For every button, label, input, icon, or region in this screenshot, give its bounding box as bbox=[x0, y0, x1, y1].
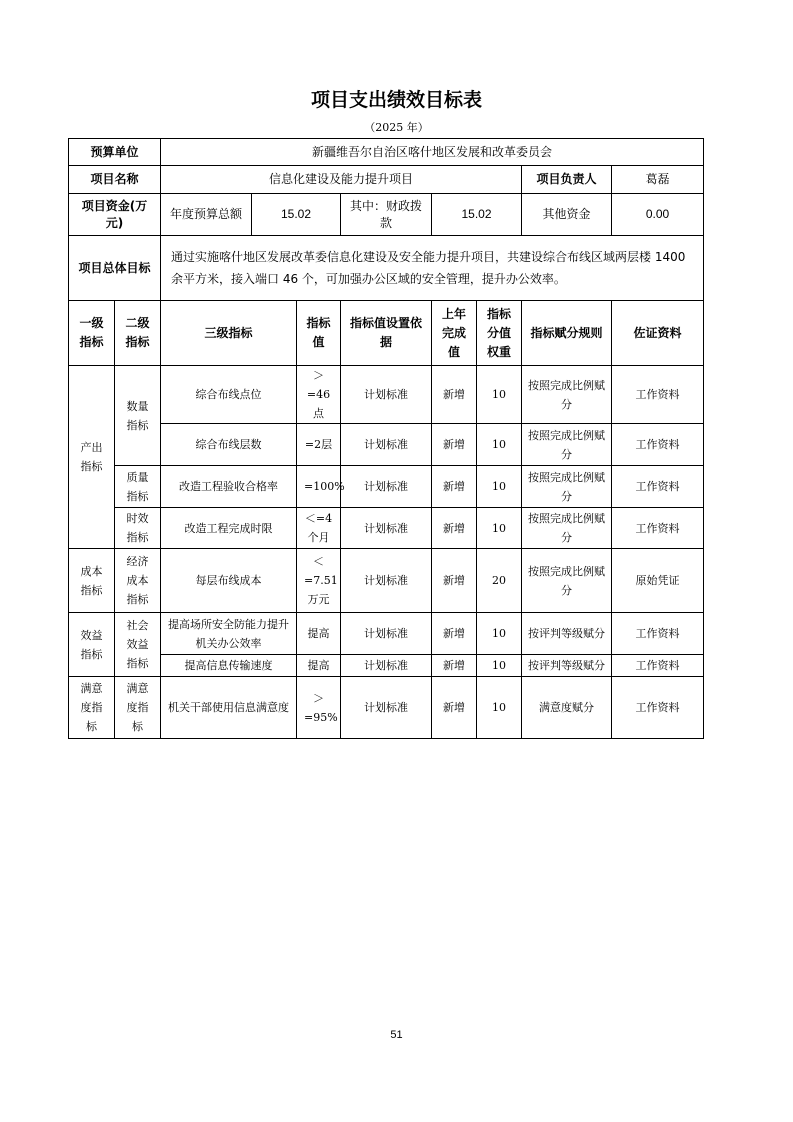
project-goal-label: 项目总体目标 bbox=[69, 236, 161, 301]
indicator-value-cell: =2层 bbox=[297, 424, 341, 466]
level2-cell: 质量指标 bbox=[115, 466, 161, 508]
year-note: （2025 年） bbox=[364, 121, 429, 134]
indicator-value-cell: 提高 bbox=[297, 655, 341, 677]
weight-cell: 10 bbox=[477, 508, 522, 549]
last-year-cell: 新增 bbox=[432, 613, 477, 655]
level2-cell: 经济成本指标 bbox=[115, 549, 161, 613]
indicator-row bbox=[69, 549, 704, 613]
evidence-cell: 工作资料 bbox=[612, 655, 704, 677]
level3-cell: 提高场所安全防能力提升机关办公效率 bbox=[161, 613, 297, 655]
level3-cell: 改造工程完成时限 bbox=[161, 508, 297, 549]
indicator-row bbox=[69, 424, 704, 466]
fiscal-funds-value: 15.02 bbox=[432, 194, 522, 236]
annual-budget-label: 年度预算总额 bbox=[161, 194, 252, 236]
header-basis: 指标值设置依据 bbox=[341, 301, 432, 366]
indicator-row bbox=[69, 466, 704, 508]
level1-cell: 产出指标 bbox=[69, 366, 115, 549]
project-name-value: 信息化建设及能力提升项目 bbox=[161, 166, 522, 194]
budget-unit-value: 新疆维吾尔自治区喀什地区发展和改革委员会 bbox=[161, 139, 704, 166]
fiscal-funds-label: 其中：财政拨款 bbox=[341, 194, 432, 236]
evidence-cell: 原始凭证 bbox=[612, 549, 704, 613]
header-last-year: 上年完成值 bbox=[432, 301, 477, 366]
last-year-cell: 新增 bbox=[432, 677, 477, 739]
header-rule: 指标赋分规则 bbox=[522, 301, 612, 366]
last-year-cell: 新增 bbox=[432, 366, 477, 424]
weight-cell: 10 bbox=[477, 655, 522, 677]
scoring-rule-cell: 按照完成比例赋分 bbox=[522, 424, 612, 466]
last-year-cell: 新增 bbox=[432, 466, 477, 508]
weight-cell: 10 bbox=[477, 466, 522, 508]
project-goal-text: 通过实施喀什地区发展改革委信息化建设及安全能力提升项目，共建设综合布线区域两层楼 1400 余平方米，接入端口 46 个，可加强办公区域的安全管理，提升办公效率。 bbox=[161, 236, 704, 301]
header-level1: 一级指标 bbox=[69, 301, 115, 366]
header-level3: 三级指标 bbox=[161, 301, 297, 366]
indicator-value-cell: =100% bbox=[297, 466, 341, 508]
evidence-cell: 工作资料 bbox=[612, 508, 704, 549]
last-year-cell: 新增 bbox=[432, 549, 477, 613]
performance-target-table bbox=[68, 138, 704, 739]
annual-budget-value: 15.02 bbox=[252, 194, 341, 236]
scoring-rule-cell: 满意度赋分 bbox=[522, 677, 612, 739]
weight-cell: 10 bbox=[477, 677, 522, 739]
indicator-row bbox=[69, 508, 704, 549]
basis-cell: 计划标准 bbox=[341, 549, 432, 613]
basis-cell: 计划标准 bbox=[341, 655, 432, 677]
scoring-rule-cell: 按照完成比例赋分 bbox=[522, 466, 612, 508]
evidence-cell: 工作资料 bbox=[612, 466, 704, 508]
level3-cell: 综合布线点位 bbox=[161, 366, 297, 424]
evidence-cell: 工作资料 bbox=[612, 613, 704, 655]
level1-cell: 效益指标 bbox=[69, 613, 115, 677]
scoring-rule-cell: 按照完成比例赋分 bbox=[522, 366, 612, 424]
level2-cell: 数量指标 bbox=[115, 366, 161, 466]
level3-cell: 综合布线层数 bbox=[161, 424, 297, 466]
project-funds-label: 项目资金(万元) bbox=[69, 194, 161, 236]
other-funds-label: 其他资金 bbox=[522, 194, 612, 236]
project-goal-row bbox=[69, 236, 704, 301]
weight-cell: 10 bbox=[477, 424, 522, 466]
header-level2: 二级指标 bbox=[115, 301, 161, 366]
level3-cell: 提高信息传输速度 bbox=[161, 655, 297, 677]
indicator-value-cell: 提高 bbox=[297, 613, 341, 655]
level3-cell: 机关干部使用信息满意度 bbox=[161, 677, 297, 739]
header-value: 指标值 bbox=[297, 301, 341, 366]
budget-unit-label: 预算单位 bbox=[69, 139, 161, 166]
evidence-cell: 工作资料 bbox=[612, 424, 704, 466]
scoring-rule-cell: 按评判等级赋分 bbox=[522, 613, 612, 655]
manager-value: 葛磊 bbox=[612, 166, 704, 194]
indicator-header-row bbox=[69, 301, 704, 366]
basis-cell: 计划标准 bbox=[341, 366, 432, 424]
last-year-cell: 新增 bbox=[432, 508, 477, 549]
page-number: 51 bbox=[390, 1029, 403, 1041]
project-name-row bbox=[69, 166, 704, 194]
project-funds-row bbox=[69, 194, 704, 236]
indicator-row bbox=[69, 366, 704, 424]
scoring-rule-cell: 按照完成比例赋分 bbox=[522, 508, 612, 549]
manager-label: 项目负责人 bbox=[522, 166, 612, 194]
scoring-rule-cell: 按照完成比例赋分 bbox=[522, 549, 612, 613]
project-name-label: 项目名称 bbox=[69, 166, 161, 194]
basis-cell: 计划标准 bbox=[341, 613, 432, 655]
indicator-value-cell: ＞=46点 bbox=[297, 366, 341, 424]
header-evidence: 佐证资料 bbox=[612, 301, 704, 366]
basis-cell: 计划标准 bbox=[341, 466, 432, 508]
level3-cell: 改造工程验收合格率 bbox=[161, 466, 297, 508]
evidence-cell: 工作资料 bbox=[612, 366, 704, 424]
indicator-row bbox=[69, 677, 704, 739]
weight-cell: 10 bbox=[477, 366, 522, 424]
basis-cell: 计划标准 bbox=[341, 508, 432, 549]
basis-cell: 计划标准 bbox=[341, 424, 432, 466]
indicator-value-cell: ＞=95% bbox=[297, 677, 341, 739]
budget-unit-row bbox=[69, 139, 704, 166]
evidence-cell: 工作资料 bbox=[612, 677, 704, 739]
weight-cell: 20 bbox=[477, 549, 522, 613]
indicator-value-cell: ＜=7.51万元 bbox=[297, 549, 341, 613]
indicator-row bbox=[69, 655, 704, 677]
last-year-cell: 新增 bbox=[432, 424, 477, 466]
level1-cell: 成本指标 bbox=[69, 549, 115, 613]
level1-cell: 满意度指标 bbox=[69, 677, 115, 739]
basis-cell: 计划标准 bbox=[341, 677, 432, 739]
other-funds-value: 0.00 bbox=[612, 194, 704, 236]
page-title: 项目支出绩效目标表 bbox=[310, 89, 482, 111]
level2-cell: 满意度指标 bbox=[115, 677, 161, 739]
level2-cell: 时效指标 bbox=[115, 508, 161, 549]
level3-cell: 每层布线成本 bbox=[161, 549, 297, 613]
indicator-row bbox=[69, 613, 704, 655]
level2-cell: 社会效益指标 bbox=[115, 613, 161, 677]
indicator-value-cell: ＜=4个月 bbox=[297, 508, 341, 549]
weight-cell: 10 bbox=[477, 613, 522, 655]
scoring-rule-cell: 按评判等级赋分 bbox=[522, 655, 612, 677]
last-year-cell: 新增 bbox=[432, 655, 477, 677]
header-weight: 指标分值权重 bbox=[477, 301, 522, 366]
